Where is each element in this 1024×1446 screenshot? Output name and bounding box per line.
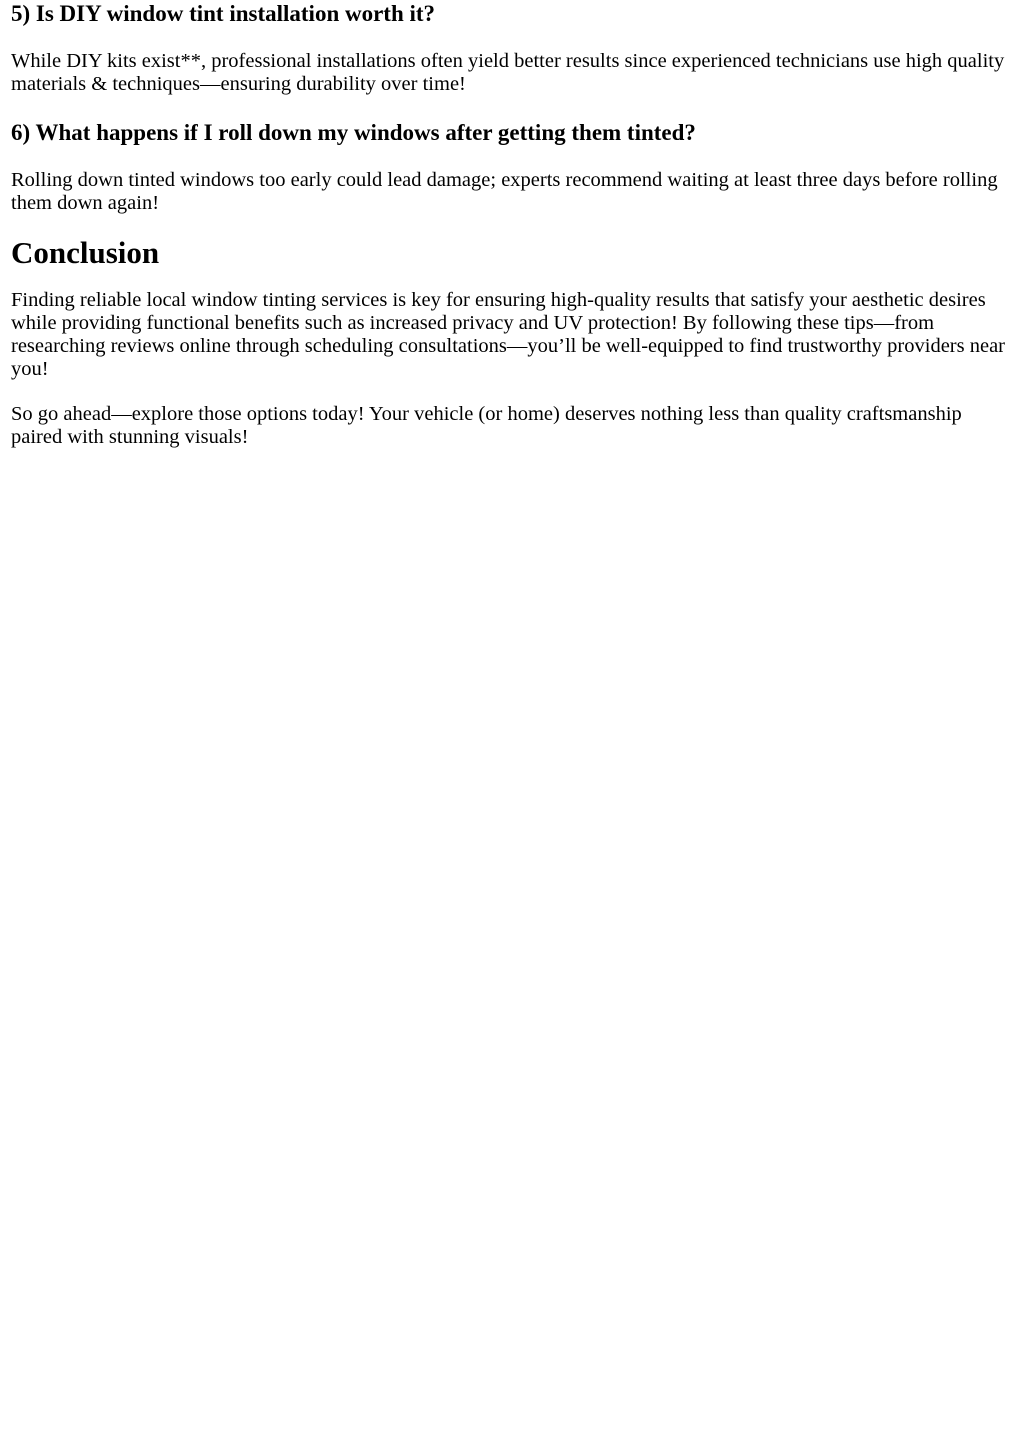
article-body: [11, 0, 1014, 449]
faq-answer-paragraph: While DIY kits exist**, professional installations often yield better results since experienced technicians use high quality materials & techniques—ensuring durability over time!: [11, 50, 1005, 95]
faq-question-heading: 5) Is DIY window tint installation worth it?: [11, 1, 436, 26]
faq-question-heading: 6) What happens if I roll down my windows after getting them tinted?: [11, 120, 696, 145]
faq-answer-paragraph: Rolling down tinted windows too early could lead damage; experts recommend waiting at least three days before rolling them down again!: [11, 169, 998, 214]
conclusion-paragraph: So go ahead—explore those options today! Your vehicle (or home) deserves nothing less than quality craftsmanship paired with stunning visuals!: [11, 403, 962, 448]
conclusion-heading: Conclusion: [11, 235, 160, 270]
conclusion-paragraph: Finding reliable local window tinting services is key for ensuring high-quality results that satisfy your aesthetic desires while providing functional benefits such as increased privacy and UV protection! By following these tips—from researching reviews online through scheduling consultations—you’ll be well-equipped to find trustworthy providers near you!: [11, 289, 1006, 380]
